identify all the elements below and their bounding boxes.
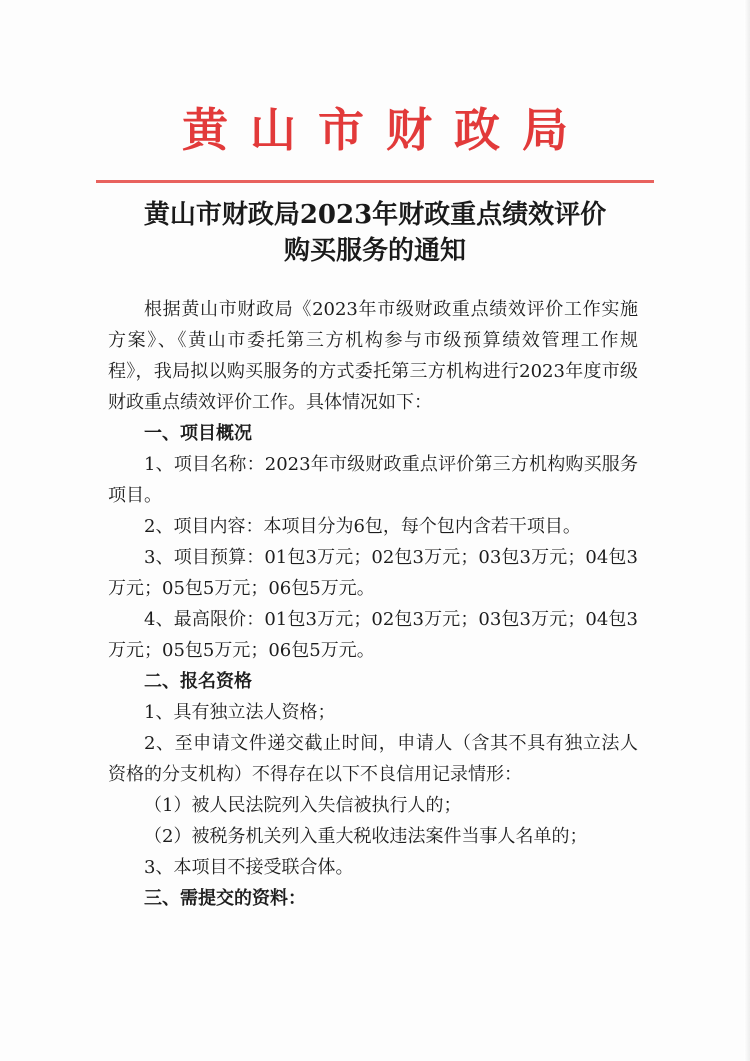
- issuing-organization-header: 黄山市财政局: [182, 103, 590, 157]
- qualification-item-2a: （1）被人民法院列入失信被执行人的；: [144, 795, 462, 816]
- project-budget-item: 3、项目预算：01包3万元；02包3万元；03包3万元；04包3万元；05包5万元；06包5万元。: [108, 547, 638, 599]
- qualification-item-2: 2、至申请文件递交截止时间，申请人（含其不具有独立法人资格的分支机构）不得存在以下不良信用记录情形：: [108, 733, 638, 785]
- project-name-item: 1、项目名称：2023年市级财政重点评价第三方机构购买服务项目。: [108, 454, 638, 506]
- section-1-heading: 一、项目概况: [144, 423, 252, 444]
- page-edge-shadow: [744, 0, 750, 1061]
- project-content-item: 2、项目内容：本项目分为6包，每个包内含若干项目。: [144, 516, 581, 537]
- red-divider-line: [96, 180, 654, 183]
- qualification-item-2b: （2）被税务机关列入重大税收违法案件当事人名单的；: [144, 826, 588, 847]
- document-title: [60, 197, 690, 269]
- intro-paragraph: 根据黄山市财政局《2023年市级财政重点绩效评价工作实施方案》、《黄山市委托第三方机构参与市级预算绩效管理工作规程》，我局拟以购买服务的方式委托第三方机构进行2023年度市级财政重点绩效评价工作。具体情况如下：: [108, 299, 638, 413]
- title-line-2: 购买服务的通知: [283, 236, 466, 266]
- qualification-item-1: 1、具有独立法人资格；: [144, 702, 336, 723]
- document-body: [108, 294, 638, 914]
- section-3-heading: 三、需提交的资料：: [144, 888, 306, 909]
- price-cap-item: 4、最高限价：01包3万元；02包3万元；03包3万元；04包3万元；05包5万元；06包5万元。: [108, 609, 638, 661]
- title-line-1: 黄山市财政局2023年财政重点绩效评价: [143, 200, 607, 230]
- section-2-heading: 二、报名资格: [144, 671, 252, 692]
- qualification-item-3: 3、本项目不接受联合体。: [144, 857, 354, 878]
